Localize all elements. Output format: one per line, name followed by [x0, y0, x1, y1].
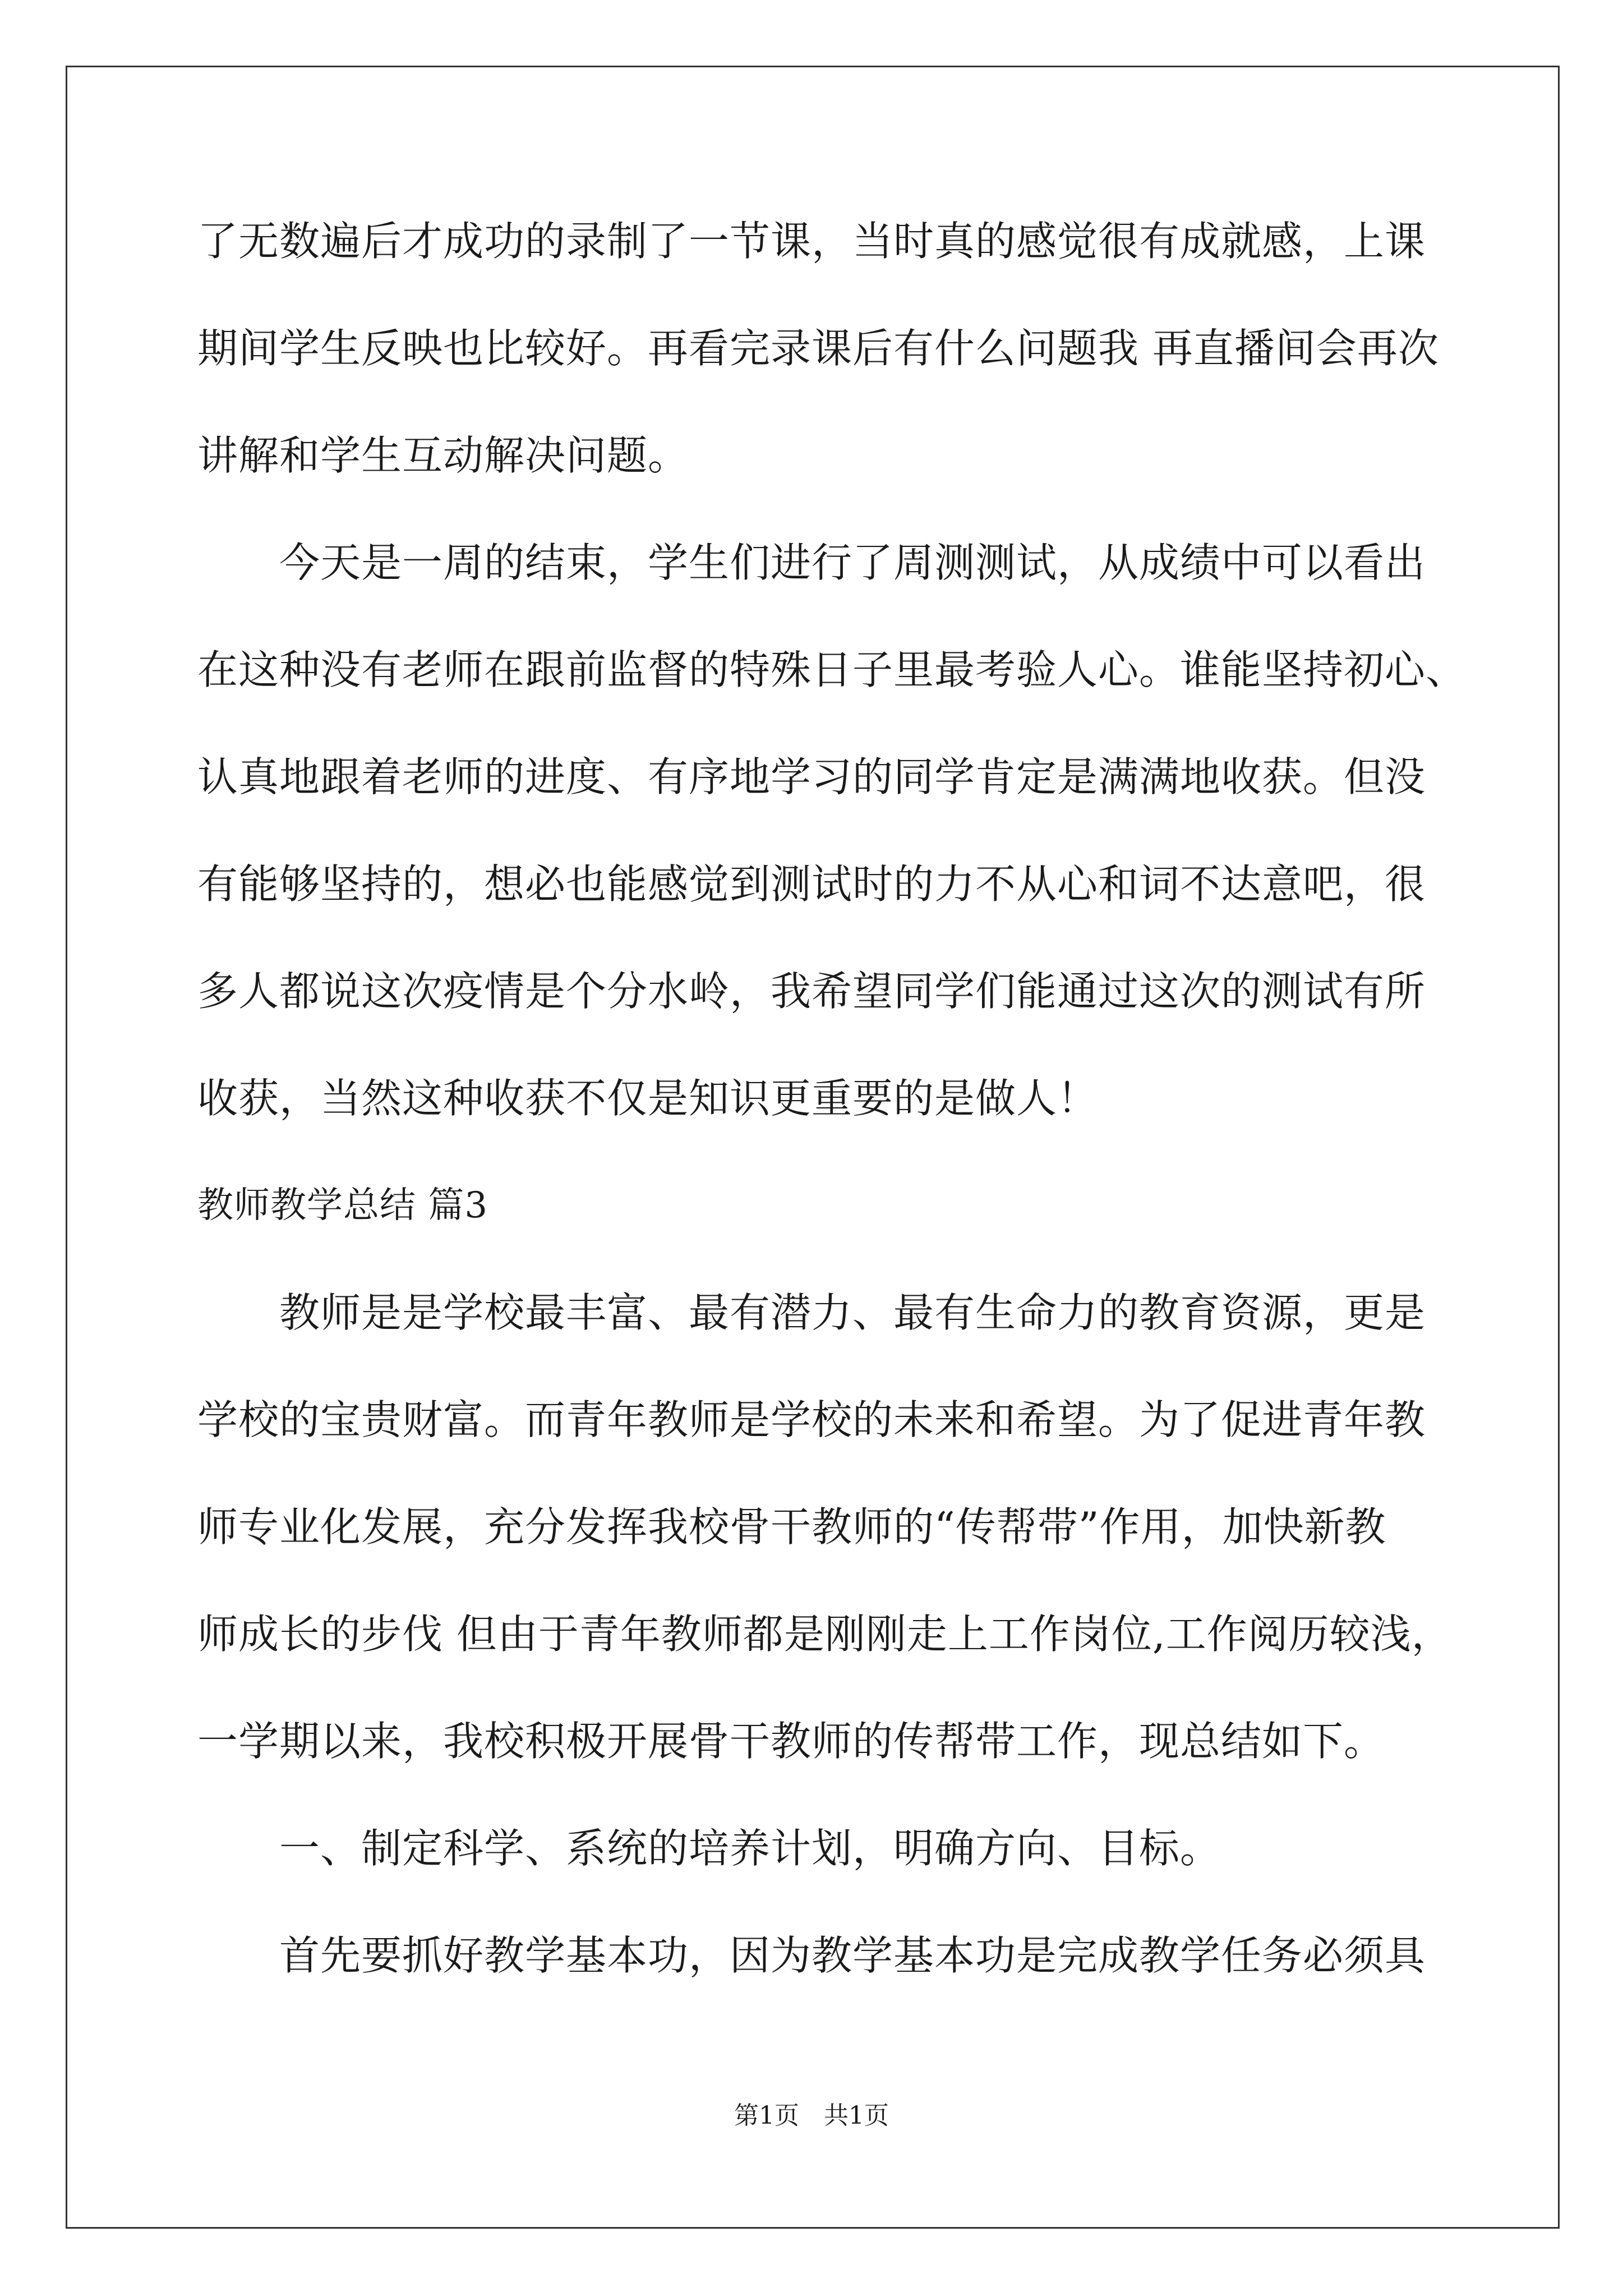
text-line: 今天是一周的结束，学生们进行了周测测试，从成绩中可以看出	[197, 539, 1426, 586]
page-border	[66, 66, 1560, 2229]
text-line: 学校的宝贵财富。而青年教师是学校的未来和希望。为了促进青年教	[197, 1396, 1426, 1443]
text-line: 师专业化发展，充分发挥我校骨干教师的“传帮带”作用，加快新教	[197, 1503, 1386, 1550]
text-line: 教师是是学校最丰富、最有潜力、最有生命力的教育资源，更是	[197, 1289, 1426, 1336]
text-line: 收获，当然这种收获不仅是知识更重要的是做人！	[197, 1075, 1099, 1122]
text-line: 在这种没有老师在跟前监督的特殊日子里最考验人心。谁能坚持初心、	[197, 646, 1467, 693]
text-line: 师成长的步伐 但由于青年教师都是刚刚走上工作岗位,工作阅历较浅，	[197, 1611, 1453, 1658]
text-line: 首先要抓好教学基本功，因为教学基本功是完成教学任务必须具	[197, 1932, 1426, 1979]
text-line: 认真地跟着老师的进度、有序地学习的同学肯定是满满地收获。但没	[197, 753, 1426, 800]
text-line: 讲解和学生互动解决问题。	[197, 432, 689, 479]
page-footer: 第1页 共1页	[734, 2101, 889, 2130]
text-line: 了无数遍后才成功的录制了一节课，当时真的感觉很有成就感，上课	[197, 218, 1426, 265]
text-line: 期间学生反映也比较好。再看完录课后有什么问题我 再直播间会再次	[197, 325, 1439, 372]
text-line: 有能够坚持的，想必也能感觉到测试时的力不从心和词不达意吧，很	[197, 861, 1426, 908]
text-line: 一学期以来，我校积极开展骨干教师的传帮带工作，现总结如下。	[197, 1718, 1385, 1765]
text-line: 一、制定科学、系统的培养计划，明确方向、目标。	[197, 1825, 1221, 1872]
section-heading: 教师教学总结 篇3	[197, 1185, 488, 1226]
text-line: 多人都说这次疫情是个分水岭，我希望同学们能通过这次的测试有所	[197, 968, 1426, 1015]
